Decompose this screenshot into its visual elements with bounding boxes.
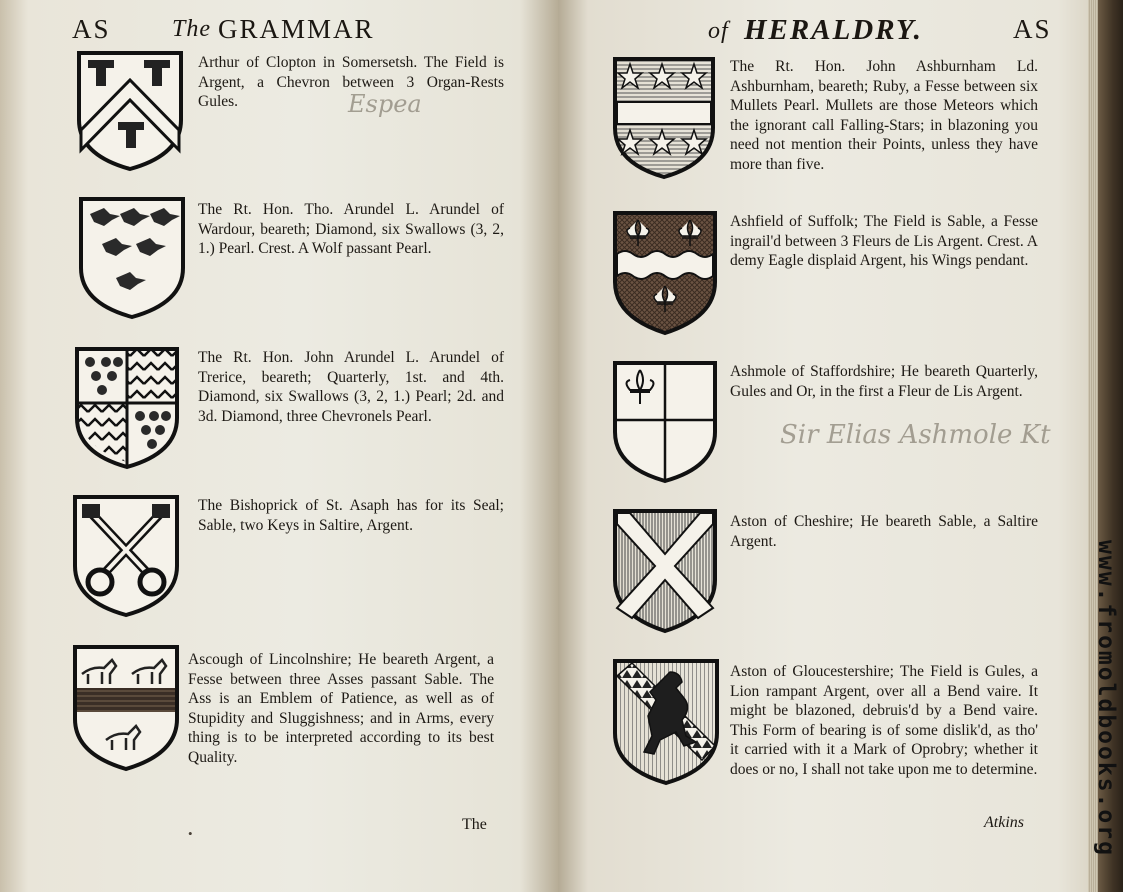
entry-ashburnham: The Rt. Hon. John Ashburnham Ld. Ashburnham, beareth; Ruby, a Fesse between six Mullets Pearl. Mullets are those Meteors which the ignorant call Falling-Stars; in blazoning you need not mention their Points, unless they have more than five.: [730, 58, 1038, 173]
shield-ashmole-icon: [612, 360, 718, 484]
right-page: [558, 0, 1098, 892]
catchword-right: Atkins: [984, 814, 1024, 831]
entry-clopton: Arthur of Clopton in Somersetsh. The Field is Argent, a Chevron between 3 Organ-Rests Gules.: [198, 54, 504, 110]
shield-ashfield-icon: [612, 210, 718, 336]
right-running-head-title: HERALDRY.: [744, 14, 923, 46]
handwritten-note-left: Espea: [348, 90, 422, 118]
entry-arundel-trerice: The Rt. Hon. John Arundel L. Arundel of Trerice, beareth; Quarterly, 1st. and 4th. Diamond, six Swallows (3, 2, 1.) Pearl; 2d. and 3d. Diamond, three Chevronels Pearl.: [198, 349, 504, 425]
left-running-head-title: GRAMMAR: [218, 14, 375, 44]
entry-st-asaph: The Bishoprick of St. Asaph has for its Seal; Sable, two Keys in Saltire, Argent.: [198, 497, 504, 534]
shield-ashburnham-icon: [612, 56, 716, 180]
left-running-head-catch: AS: [72, 14, 111, 44]
shield-ascough-icon: [72, 644, 180, 772]
entry-ashmole: Ashmole of Staffordshire; He beareth Quarterly, Gules and Or, in the first a Fleur de Lis Argent.: [730, 363, 1038, 400]
entry-aston-gloucestershire: Aston of Gloucestershire; The Field is Gules, a Lion rampant Argent, over all a Bend vaire. It might be blazoned, debruis'd by a Bend vaire. This Form of bearing is of some dislik'd, as tho' it carried with it a Mark of Oprobry; whether it does or no, I shall not take upon me to determine.: [730, 663, 1038, 778]
entry-aston-cheshire: Aston of Cheshire; He beareth Sable, a Saltire Argent.: [730, 513, 1038, 550]
right-running-head-catch: AS: [1013, 14, 1052, 44]
catchword-left: The: [462, 816, 487, 833]
printer-mark-left: •: [188, 826, 193, 841]
entry-arundel-wardour: The Rt. Hon. Tho. Arundel L. Arundel of Wardour, beareth; Diamond, six Swallows (3, 2, 1.) Pearl. Crest. A Wolf passant Pearl.: [198, 201, 504, 257]
shield-aston-cheshire-icon: [612, 508, 718, 634]
left-running-head-the: The: [172, 16, 211, 42]
shield-arundel-trerice-icon: [74, 346, 180, 470]
handwritten-note-right: Sir Elias Ashmole Kt: [780, 420, 1051, 450]
entry-ascough: Ascough of Lincolnshire; He beareth Argent, a Fesse between three Asses passant Sable. The Ass is an Emblem of Patience, as well as of Stupidity and Sluggishness; and in Arms, every thing is to be interpreted according to its best Quality.: [188, 651, 494, 766]
shield-st-asaph-icon: [72, 494, 180, 618]
shield-aston-gloucestershire-icon: [612, 658, 720, 786]
watermark-url: www.fromoldbooks.org: [1093, 540, 1119, 857]
shield-clopton-icon: [76, 50, 184, 172]
right-running-head-of: of: [708, 18, 729, 44]
shield-arundel-wardour-icon: [78, 196, 186, 320]
left-page: [0, 0, 558, 892]
entry-ashfield: Ashfield of Suffolk; The Field is Sable, a Fesse ingrail'd between 3 Fleurs de Lis Argent. Crest. A demy Eagle displaid Argent, his Wings pendant.: [730, 213, 1038, 269]
